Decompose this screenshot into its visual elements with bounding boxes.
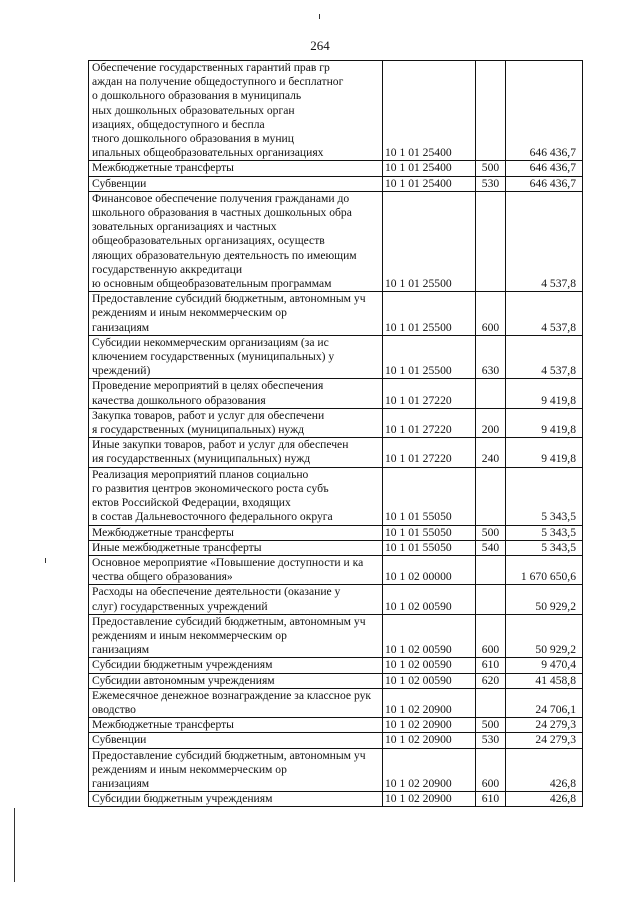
table-row [89, 614, 583, 658]
target-article-code: 10 1 02 20900 [383, 792, 476, 807]
expense-type-code: 530 [476, 176, 506, 191]
expense-type-code: 630 [476, 335, 506, 379]
amount: 426,8 [506, 792, 583, 807]
target-article-code: 10 1 01 55050 [383, 540, 476, 555]
amount: 5 343,5 [506, 467, 583, 525]
table-row [89, 555, 583, 584]
target-article-code: 10 1 01 55050 [383, 525, 476, 540]
item-name: Субвенции [89, 733, 383, 748]
target-article-code: 10 1 01 27220 [383, 438, 476, 467]
amount: 5 343,5 [506, 525, 583, 540]
expense-type-code: 610 [476, 658, 506, 673]
item-name: Финансовое обеспечение получения гражданами до школьного образования в частных дошкольных обра зовательных организациях и частных общеобразовательных организациях, осуществ ляющих образовательную деятельность по имеющим государственную аккредитаци ю основным общеобразовательным программам [89, 191, 383, 291]
amount: 646 436,7 [506, 61, 583, 161]
item-name: Субсидии автономным учреждениям [89, 673, 383, 688]
expense-type-code: 500 [476, 525, 506, 540]
table-row [89, 292, 583, 336]
item-name: Субсидии некоммерческим организациям (за ис ключением государственных (муниципальных) у чреждений) [89, 335, 383, 379]
target-article-code: 10 1 01 25400 [383, 161, 476, 176]
target-article-code: 10 1 02 00590 [383, 673, 476, 688]
item-name: Закупка товаров, работ и услуг для обеспечени я государственных (муниципальных) нужд [89, 408, 383, 437]
amount: 9 419,8 [506, 379, 583, 408]
table-row [89, 408, 583, 437]
expense-type-code [476, 585, 506, 614]
expense-type-code [476, 191, 506, 291]
table-row [89, 438, 583, 467]
target-article-code: 10 1 02 00000 [383, 555, 476, 584]
target-article-code: 10 1 01 27220 [383, 408, 476, 437]
target-article-code: 10 1 02 20900 [383, 688, 476, 717]
amount: 41 458,8 [506, 673, 583, 688]
expense-type-code: 240 [476, 438, 506, 467]
item-name: Ежемесячное денежное вознаграждение за классное рук оводство [89, 688, 383, 717]
amount: 24 706,1 [506, 688, 583, 717]
expense-type-code [476, 379, 506, 408]
expense-type-code: 600 [476, 748, 506, 792]
item-name: Обеспечение государственных гарантий прав гр аждан на получение общедоступного и бесплатног о дошкольного образования в муниципаль ных дошкольных образовательных орган изациях, общедоступного и беспла тного дошкольного образования в муниц ипальных общеобразовательных организациях [89, 61, 383, 161]
item-name: Субсидии бюджетным учреждениям [89, 658, 383, 673]
table-row [89, 176, 583, 191]
page-number: 264 [310, 38, 330, 53]
amount: 50 929,2 [506, 614, 583, 658]
target-article-code: 10 1 01 25500 [383, 335, 476, 379]
target-article-code: 10 1 02 00590 [383, 658, 476, 673]
table-row [89, 688, 583, 717]
table-row [89, 467, 583, 525]
expense-type-code: 610 [476, 792, 506, 807]
target-article-code: 10 1 01 25500 [383, 292, 476, 336]
table-row [89, 792, 583, 807]
amount: 5 343,5 [506, 540, 583, 555]
expense-type-code [476, 467, 506, 525]
budget-table [88, 60, 583, 807]
amount: 50 929,2 [506, 585, 583, 614]
table-row [89, 585, 583, 614]
target-article-code: 10 1 01 55050 [383, 467, 476, 525]
expense-type-code: 540 [476, 540, 506, 555]
amount: 646 436,7 [506, 176, 583, 191]
table-row [89, 525, 583, 540]
amount: 9 419,8 [506, 408, 583, 437]
table-row [89, 335, 583, 379]
item-name: Реализация мероприятий планов социально го развития центров экономического роста субъ ектов Российской Федерации, входящих в состав Дальневосточного федерального округа [89, 467, 383, 525]
expense-type-code [476, 61, 506, 161]
amount: 9 419,8 [506, 438, 583, 467]
table-row [89, 733, 583, 748]
target-article-code: 10 1 01 25500 [383, 191, 476, 291]
table-row [89, 673, 583, 688]
expense-type-code: 620 [476, 673, 506, 688]
target-article-code: 10 1 02 20900 [383, 748, 476, 792]
expense-type-code [476, 555, 506, 584]
table-row [89, 191, 583, 291]
target-article-code: 10 1 02 20900 [383, 718, 476, 733]
target-article-code: 10 1 02 20900 [383, 733, 476, 748]
item-name: Субвенции [89, 176, 383, 191]
amount: 24 279,3 [506, 733, 583, 748]
expense-type-code: 600 [476, 614, 506, 658]
amount: 4 537,8 [506, 335, 583, 379]
table-row [89, 61, 583, 161]
target-article-code: 10 1 01 27220 [383, 379, 476, 408]
expense-type-code: 530 [476, 733, 506, 748]
item-name: Предоставление субсидий бюджетным, автономным уч реждениям и иным некоммерческим ор ганизациям [89, 748, 383, 792]
item-name: Предоставление субсидий бюджетным, автономным уч реждениям и иным некоммерческим ор ганизациям [89, 292, 383, 336]
item-name: Иные закупки товаров, работ и услуг для обеспечен ия государственных (муниципальных) нужд [89, 438, 383, 467]
item-name: Основное мероприятие «Повышение доступности и ка чества общего образования» [89, 555, 383, 584]
amount: 1 670 650,6 [506, 555, 583, 584]
scan-margin-mark [45, 558, 46, 563]
expense-type-code [476, 688, 506, 717]
amount: 4 537,8 [506, 292, 583, 336]
table-row [89, 379, 583, 408]
item-name: Расходы на обеспечение деятельности (оказание у слуг) государственных учреждений [89, 585, 383, 614]
amount: 4 537,8 [506, 191, 583, 291]
item-name: Иные межбюджетные трансферты [89, 540, 383, 555]
expense-type-code: 500 [476, 718, 506, 733]
item-name: Предоставление субсидий бюджетным, автономным уч реждениям и иным некоммерческим ор ганизациям [89, 614, 383, 658]
table-row [89, 540, 583, 555]
item-name: Субсидии бюджетным учреждениям [89, 792, 383, 807]
amount: 426,8 [506, 748, 583, 792]
amount: 646 436,7 [506, 161, 583, 176]
target-article-code: 10 1 01 25400 [383, 176, 476, 191]
expense-type-code: 500 [476, 161, 506, 176]
table-row [89, 658, 583, 673]
target-article-code: 10 1 02 00590 [383, 585, 476, 614]
table-row [89, 161, 583, 176]
scan-tick-mark [319, 14, 320, 19]
item-name: Проведение мероприятий в целях обеспечения качества дошкольного образования [89, 379, 383, 408]
table-row [89, 748, 583, 792]
item-name: Межбюджетные трансферты [89, 161, 383, 176]
target-article-code: 10 1 02 00590 [383, 614, 476, 658]
scan-margin-line [14, 808, 15, 882]
item-name: Межбюджетные трансферты [89, 525, 383, 540]
table-row [89, 718, 583, 733]
target-article-code: 10 1 01 25400 [383, 61, 476, 161]
item-name: Межбюджетные трансферты [89, 718, 383, 733]
amount: 9 470,4 [506, 658, 583, 673]
expense-type-code: 600 [476, 292, 506, 336]
amount: 24 279,3 [506, 718, 583, 733]
expense-type-code: 200 [476, 408, 506, 437]
